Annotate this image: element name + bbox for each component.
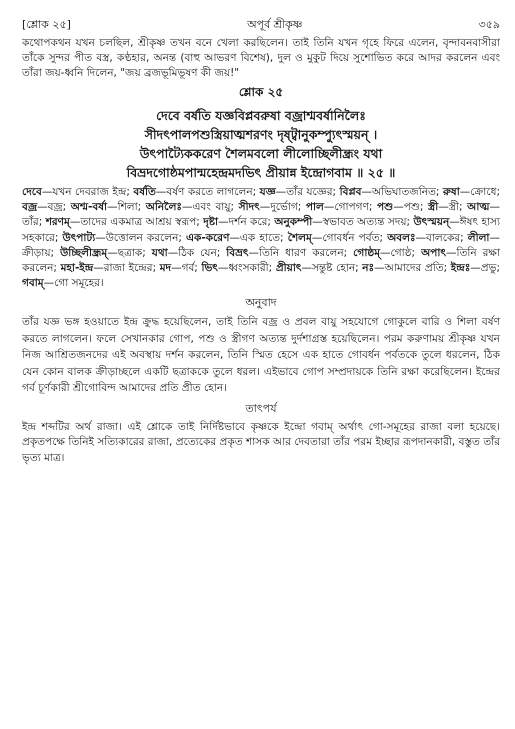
synonym-word: পশু bbox=[377, 201, 394, 214]
synonym-word: যথা bbox=[151, 246, 168, 259]
synonym-word: সীদৎ bbox=[238, 201, 260, 214]
synonym-word: স্ত্রী bbox=[428, 201, 439, 214]
synonym-meaning: —ছত্রাক; bbox=[107, 246, 152, 259]
header-verse-ref: [শ্লোক ২৫] bbox=[22, 18, 71, 31]
synonym-meaning: —ক্রোধে; bbox=[459, 186, 500, 198]
synonym-meaning: —তাঁর যজ্ঞের; bbox=[275, 186, 340, 198]
synonym-meaning: —গোষ্ঠ; bbox=[380, 246, 422, 259]
synonym-meaning: —বালকের; bbox=[415, 231, 468, 244]
synonym-word: প্রীয়াৎ bbox=[275, 262, 302, 275]
page-number: ৩৫৯ bbox=[478, 18, 500, 31]
verse-line: উৎপাট্যৈককরেণ শৈলমবলো লীলোচ্ছিলীন্ধ্রং যথা bbox=[139, 146, 383, 161]
synonym-meaning: —এক হাতে; bbox=[229, 231, 288, 244]
synonym-meaning: —বজ্র; bbox=[37, 201, 71, 214]
synonym-word: লীলা bbox=[467, 231, 490, 244]
synonym-meaning: —দর্শন করে; bbox=[218, 216, 275, 229]
synonym-meaning: —রাজা ইন্দ্রের; bbox=[93, 262, 160, 275]
synonym-meaning: —অভিঘাতজনিত; bbox=[361, 186, 443, 198]
synonym-word: রুষা bbox=[442, 186, 460, 198]
verse-line: সীদৎপালপশুস্ত্রিয়াত্মশরণং দৃষ্ট্বানুকম্প্যুৎস্ময়ন্ । bbox=[144, 127, 378, 142]
synonym-word: মহা-ইন্দ্র bbox=[60, 262, 94, 275]
synonym-meaning: —তিনি রক্ষা করলেন; bbox=[22, 246, 500, 275]
synonym-word: ভিৎ bbox=[201, 262, 218, 275]
synonym-word: অনিলৈঃ bbox=[145, 201, 182, 214]
synonym-meaning: —সন্তুষ্ট হোন; bbox=[301, 262, 363, 275]
synonym-meaning: —এবং বায়ু; bbox=[182, 201, 239, 214]
synonym-word: গোষ্ঠম্ bbox=[353, 246, 381, 259]
translation-text: তাঁর যজ্ঞ ভঙ্গ হওয়াতে ইন্দ্র ক্রুদ্ধ হয়েছিলেন, তাই তিনি বজ্র ও প্রবল বায়ু সহযোগে গোকুলে বারি ও শিলা বর্ষণ করতে লাগলেন। ফলে সেখানকার গোপ, পশু ও স্ত্রীগণ অত্যন্ত দুর্দশাগ্রস্ত হয়েছিলেন। পরম করুণাময় শ্রীকৃষ্ণ যখন নিজ আশ্রিতজনদের এই অবস্থায় দর্শন করলেন, তিনি স্মিত হেসে এক হাতে গোবর্ধন পর্বতকে তুলে ধরলেন, ঠিক যেন কোন বালক ক্রীড়াচ্ছলে একটি ছত্রাককে তুলে ধরল। এইভাবে গোপ সম্প্রদায়কে তিনি রক্ষা করেছিলেন। ইন্দ্রের গর্ব চূর্ণকারী শ্রীগোবিন্দ আমাদের প্রতি প্রীত হোন। bbox=[22, 316, 500, 395]
synonym-meaning: —গোবর্ধন পর্বত; bbox=[311, 231, 388, 244]
synonym-word: পাল bbox=[305, 201, 324, 214]
translation-heading: অনুবাদ bbox=[245, 296, 277, 310]
synonym-word: শৈলম্ bbox=[287, 231, 312, 244]
synonym-meaning: —গোপগণ; bbox=[323, 201, 378, 214]
synonym-meaning: —ক্রীড়ায়; bbox=[22, 231, 500, 259]
synonym-meaning: —উত্তোলন করলেন; bbox=[95, 231, 187, 244]
synonym-word: বর্ষতি bbox=[133, 186, 156, 198]
synonym-word: মদ bbox=[159, 262, 172, 275]
synonym-word: উচ্ছিলীন্ধ্রম্ bbox=[60, 246, 108, 259]
intro-paragraph: কথোপকথন যখন চলছিল, শ্রীকৃষ্ণ তখন বনে খেলা করছিলেন। তাই তিনি যখন গৃহে ফিরে এলেন, বৃন্দাবনবাসীরা তাঁকে সুন্দর পীত বস্ত্র, কণ্ঠহার, অনন্ত (বাহু আভরণ বিশেষ), দুল ও মুকুট দিয়ে সুশোভিত করে আদর করলেন এবং তাঁরা জয়-ধ্বনি দিলেন, "জয় ব্রজভূমিভূষণ কী জয়!" bbox=[22, 37, 500, 79]
synonym-meaning: —স্ত্রী; bbox=[438, 201, 468, 214]
synonym-meaning: —তিনি ধারণ করলেন; bbox=[248, 246, 354, 259]
book-page bbox=[22, 16, 500, 466]
verse-block bbox=[22, 106, 500, 182]
synonym-meaning: —আমাদের প্রতি; bbox=[374, 262, 451, 275]
synonym-meaning: —স্বভাবত অত্যন্ত সদয়; bbox=[312, 216, 414, 229]
synonym-word: যজ্ঞ bbox=[259, 186, 276, 198]
synonym-word: দেবে bbox=[22, 186, 42, 198]
synonym-meaning: —গো সমূহের। bbox=[43, 277, 104, 290]
synonym-meaning: —পশু; bbox=[393, 201, 429, 214]
synonym-meaning: —যখন দেবরাজ ইন্দ্র; bbox=[41, 186, 134, 198]
synonym-meaning: —গর্ব; bbox=[171, 262, 202, 275]
synonym-meaning: —ঈষৎ হাস্য সহকারে; bbox=[22, 216, 501, 244]
synonym-word: নঃ bbox=[362, 262, 375, 275]
synonym-meaning: —বর্ষণ করতে লাগলেন; bbox=[155, 186, 260, 198]
page-header bbox=[22, 16, 500, 36]
synonym-word: শরণম্ bbox=[45, 216, 70, 229]
verse-line: বিভ্রদগোষ্ঠমপান্মহেন্দ্রমদভিৎ প্রীয়ান্ন ইন্দ্রোগবাম ॥ ২৫ ॥ bbox=[126, 165, 396, 180]
synonym-word: বজ্র bbox=[22, 201, 38, 214]
synonym-word: আত্ম bbox=[467, 201, 490, 214]
shloka-title: শ্লোক ২৫ bbox=[238, 85, 284, 99]
synonym-word: অশ্ম-বর্ষা bbox=[70, 201, 108, 214]
synonym-word: অবলঃ bbox=[387, 231, 416, 244]
synonym-word: বিপ্লব bbox=[339, 186, 362, 198]
synonym-meaning: —শিলা; bbox=[107, 201, 146, 214]
synonym-word: বিভ্রৎ bbox=[226, 246, 249, 259]
synonym-word: দৃষ্টা bbox=[203, 216, 219, 229]
purport-text: ইন্দ্র শব্দটির অর্থ রাজা। এই শ্লোকে তাই নির্দিষ্টভাবে কৃষ্ণকে ইন্দ্রো গবাম্ অর্থাৎ গো-সমূহের রাজা বলা হয়েছে। প্রকৃতপক্ষে তিনিই সত্যিকারের রাজা, প্রত্যেকের প্রকৃত শাসক আর দেবতারা তাঁর পরম ইচ্ছার রূপদানকারী, বস্তুত তাঁর ভৃত্য মাত্র। bbox=[22, 420, 500, 464]
synonym-meaning: —ঠিক যেন; bbox=[167, 246, 227, 259]
synonym-word: ইন্দ্রঃ bbox=[450, 262, 471, 275]
synonym-meaning: —ধ্বংসকারী; bbox=[217, 262, 276, 275]
synonym-word: উৎপাট্য bbox=[62, 231, 96, 244]
synonym-meaning: —দুর্ভোগ; bbox=[259, 201, 306, 214]
word-meanings bbox=[22, 185, 500, 291]
verse-line: দেবে বর্ষতি যজ্ঞবিপ্লবরুষা বজ্রাশ্মবর্ষানিলৈঃ bbox=[156, 108, 366, 123]
synonym-word: অনুকম্পী bbox=[274, 216, 313, 229]
synonym-word: অপাৎ bbox=[421, 246, 446, 259]
synonym-meaning: —প্রভু; bbox=[470, 262, 500, 275]
synonym-word: এক-করেণ bbox=[186, 231, 230, 244]
header-chapter-title: অপূর্ব শ্রীকৃষ্ণ bbox=[247, 18, 303, 31]
synonym-word: উৎস্ময়ন্ bbox=[413, 216, 450, 229]
synonym-meaning: —তাদের একমাত্র আশ্রয় স্বরূপ; bbox=[69, 216, 204, 229]
purport-heading: তাৎপর্য bbox=[245, 401, 277, 415]
synonym-word: গবাম্ bbox=[22, 277, 44, 290]
synonym-meaning: —তাঁর; bbox=[22, 201, 501, 229]
